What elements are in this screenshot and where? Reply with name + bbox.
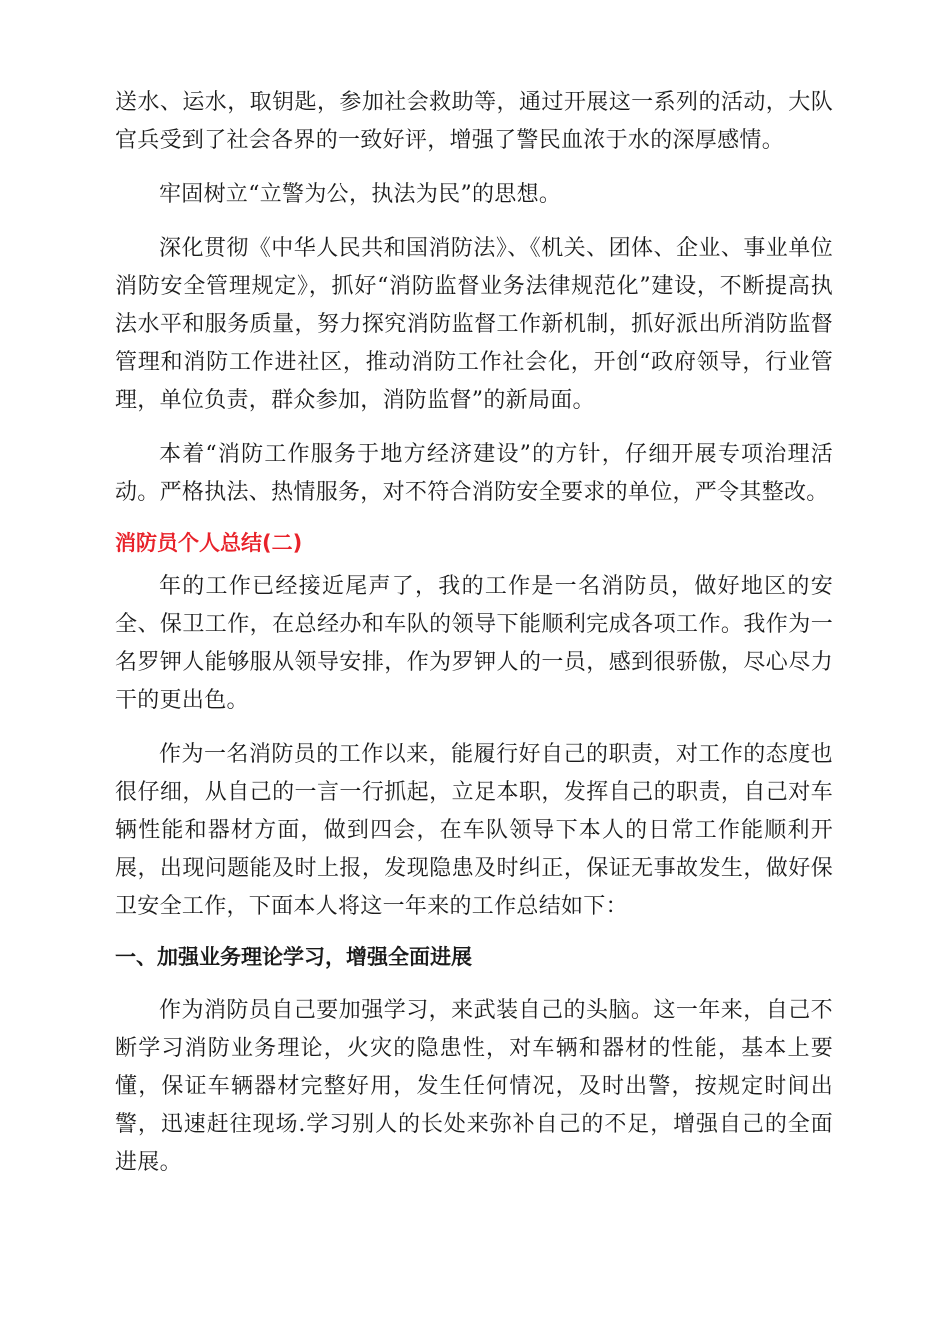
section-title: 消防员个人总结(二) bbox=[115, 531, 303, 555]
body-paragraph: 深化贯彻《中华人民共和国消防法》、《机关、团体、企业、事业单位消防安全管理规定》，抓好“消防监督业务法律规范化”建设，不断提高执法水平和服务质量，努力探究消防监督工作新机制，抓好派出所消防监督管理和消防工作进社区，推动消防工作社会化，开创“政府领导，行业管理，单位负责，群众参加，消防监督”的新局面。 bbox=[115, 236, 833, 413]
body-paragraph: 年的工作已经接近尾声了，我的工作是一名消防员，做好地区的安全、保卫工作，在总经办和车队的领导下能顺利完成各项工作。我作为一名罗钾人能够服从领导安排，作为罗钾人的一员，感到很骄傲，尽心尽力干的更出色。 bbox=[115, 574, 833, 713]
document-page bbox=[115, 84, 833, 1198]
body-paragraph: 本着“消防工作服务于地方经济建设”的方针，仔细开展专项治理活动。严格执法、热情服务，对不符合消防安全要求的单位，严令其整改。 bbox=[115, 442, 833, 505]
body-paragraph: 送水、运水，取钥匙，参加社会救助等，通过开展这一系列的活动，大队官兵受到了社会各界的一致好评，增强了警民血浓于水的深厚感情。 bbox=[115, 90, 833, 153]
body-paragraph: 作为消防员自己要加强学习，来武装自己的头脑。这一年来，自己不断学习消防业务理论，火灾的隐患性，对车辆和器材的性能，基本上要懂，保证车辆器材完整好用，发生任何情况，及时出警，按规定时间出警，迅速赶往现场.学习别人的长处来弥补自己的不足，增强自己的全面进展。 bbox=[115, 998, 833, 1175]
subheading: 一、加强业务理论学习，增强全面进展 bbox=[115, 945, 472, 969]
body-paragraph: 牢固树立“立警为公，执法为民”的思想。 bbox=[159, 182, 562, 207]
body-paragraph: 作为一名消防员的工作以来，能履行好自己的职责，对工作的态度也很仔细，从自己的一言一行抓起，立足本职，发挥自己的职责，自己对车辆性能和器材方面，做到四会，在车队领导下本人的日常工作能顺利开展，出现问题能及时上报，发现隐患及时纠正，保证无事故发生，做好保卫安全工作，下面本人将这一年来的工作总结如下： bbox=[115, 742, 833, 919]
